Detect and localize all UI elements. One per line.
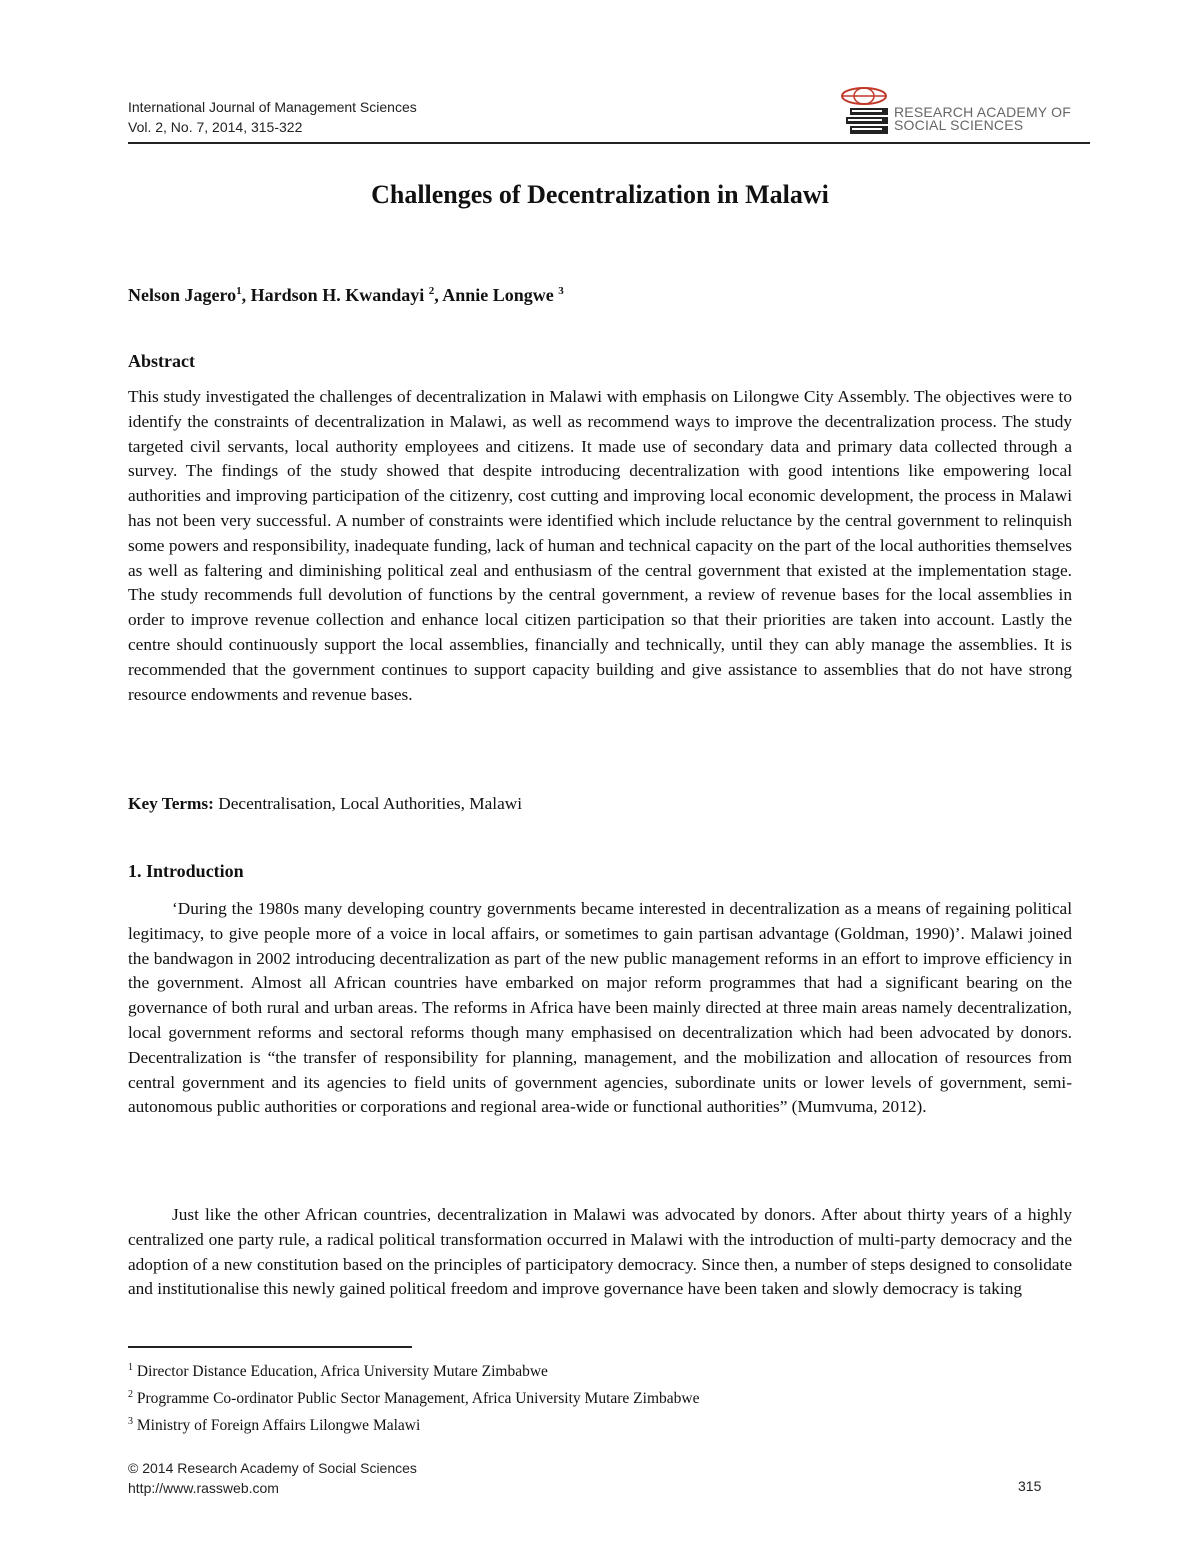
publisher-name: RESEARCH ACADEMY OF SOCIAL SCIENCES [894, 104, 1072, 133]
paper-title: Challenges of Decentralization in Malawi [371, 180, 829, 209]
author-affiliation-mark: 3 [558, 285, 564, 297]
footnote: $^2$ Programme Co-ordinator Public Sector Management, Africa University Mutare Zimbabwe [128, 1389, 700, 1408]
footer-url[interactable]: http://www.rassweb.com [128, 1480, 279, 1496]
page-footer [128, 1458, 417, 1498]
journal-name: International Journal of Management Sciences [128, 99, 417, 115]
footnote-rule [128, 1346, 412, 1348]
journal-volume: Vol. 2, No. 7, 2014, 315-322 [128, 119, 303, 135]
author-affiliation-mark: 2 [428, 285, 435, 297]
key-terms [128, 794, 522, 814]
author-name: Hardson H. Kwandayi [250, 285, 429, 305]
abstract-heading: Abstract [128, 351, 195, 371]
books-globe-icon [840, 86, 900, 140]
publisher-logo [840, 86, 1100, 140]
author-name: Nelson Jagero [128, 285, 237, 305]
section-heading: 1. Introduction [128, 861, 244, 881]
author-list: Nelson Jagero$^1$, Hardson H. Kwandayi $^2$, Annie Longwe $^3$ [128, 285, 564, 305]
author-name: Annie Longwe [442, 285, 559, 305]
key-terms-label: Key Terms: [128, 794, 214, 813]
footnote: $^1$ Director Distance Education, Africa University Mutare Zimbabwe [128, 1362, 548, 1381]
body-paragraph: Just like the other African countries, decentralization in Malawi was advocated by donors. After about thirty years of a highly centralized one party rule, a radical political transformation occurred in Malawi with the introduction of multi-party democracy and the adoption of a new constitution based on the principles of participatory democracy. Since then, a number of steps designed to consolidate and institutionalise this newly gained political freedom and improve governance have been taken and slowly democracy is taking [128, 1205, 1072, 1299]
author-affiliation-mark: 1 [236, 285, 242, 297]
body-paragraph: ‘During the 1980s many developing country governments became interested in decentralization as a means of regaining political legitimacy, to give people more of a voice in local affairs, or sometimes to gain partisan advantage (Goldman, 1990)’. Malawi joined the bandwagon in 2002 introducing decentralization as part of the new public management reforms in an effort to improve efficiency in the government. Almost all African countries have embarked on major reform programmes that had a significant bearing on the governance of both rural and urban areas. The reforms in Africa have been mainly directed at three main areas namely decentralization, local government reforms and sectoral reforms though many emphasised on decentralization which had been advocated by donors. Decentralization is “the transfer of responsibility for planning, management, and the mobilization and allocation of resources from central government and its agencies to field units of government agencies, subordinate units or lower levels of government, semi-autonomous public authorities or corporations and regional area-wide or functional authorities” (Mumvuma, 2012). [128, 899, 1072, 1117]
footnote: $^3$ Ministry of Foreign Affairs Lilongwe Malawi [128, 1416, 421, 1435]
footnotes [128, 1356, 699, 1437]
abstract-text: This study investigated the challenges of decentralization in Malawi with emphasis on Lilongwe City Assembly. The objectives were to identify the constraints of decentralization in Malawi, as well as recommend ways to improve the decentralization process. The study targeted civil servants, local authority employees and citizens. It made use of secondary data and primary data collected through a survey. The findings of the study showed that despite introducing decentralization with good intentions like empowering local authorities and improving participation of the citizenry, cost cutting and improving local economic development, the process in Malawi has not been very successful. A number of constraints were identified which include reluctance by the central government to relinquish some powers and responsibility, inadequate funding, lack of human and technical capacity on the part of the local authorities themselves as well as faltering and diminishing political zeal and enthusiasm of the central government that existed at the implementation stage. The study recommends full devolution of functions by the central government, a review of revenue bases for the local assemblies in order to improve revenue collection and enhance local citizen participation so that their priorities are taken into account. Lastly the centre should continuously support the local assemblies, financially and technically, until they can ably manage the assemblies. It is recommended that the government continues to support capacity building and give assistance to assemblies that do not have strong resource endowments and revenue bases. [128, 387, 1072, 704]
header-rule [128, 142, 1090, 144]
copyright: © 2014 Research Academy of Social Sciences [128, 1460, 417, 1476]
page-number: 315 [1018, 1478, 1042, 1494]
key-terms-value: Decentralisation, Local Authorities, Malawi [218, 794, 523, 813]
journal-header [128, 97, 417, 137]
